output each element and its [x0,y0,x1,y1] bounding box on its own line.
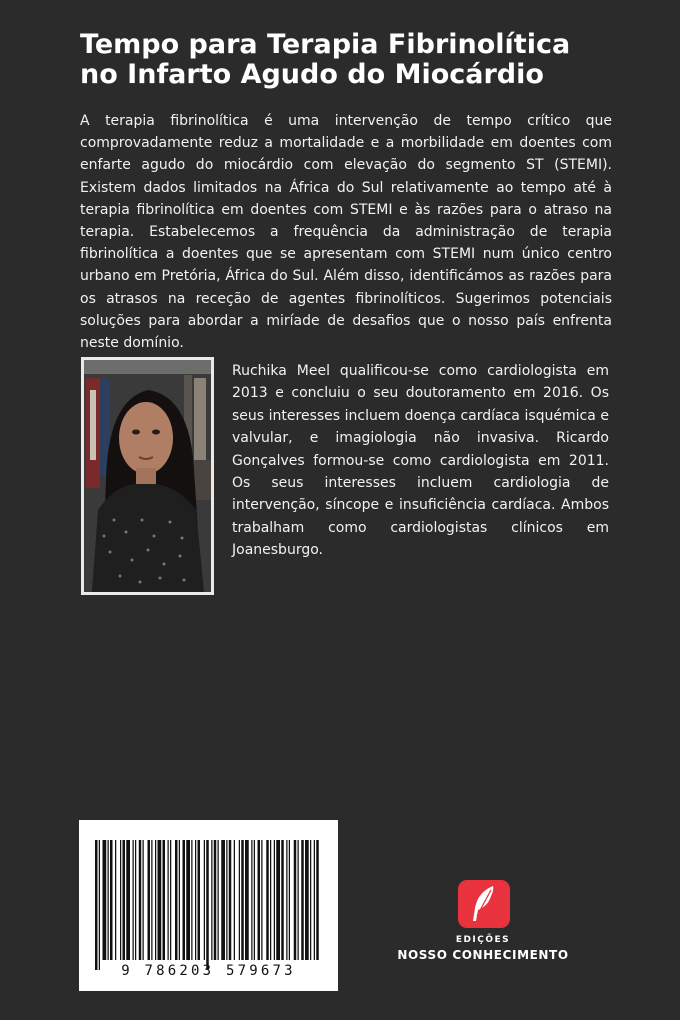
barcode-bar [239,840,240,960]
barcode-bar [298,840,299,960]
barcode-bar [168,840,169,960]
barcode-bar [133,840,134,960]
barcode-bar [206,840,209,970]
barcode-bar [214,840,217,960]
barcode-bar [251,840,252,960]
author-bio: Ruchika Meel qualificou-se como cardiologista em 2013 e concluiu o seu doutoramento em 2016. Os seus interesses incluem doença cardíaca isquémica e valvular, e imagiologia não invasiva. Ricardo Gonçalves formou-se como cardiologista em 2011. Os seus interesses incluem cardiologia de intervenção, síncope e insuficiência cardíaca. Ambos trabalham como cardiologistas clínicos em Joanesburgo. [232,363,609,559]
barcode-bar [254,840,255,960]
barcode-bar [179,840,180,960]
barcode-bar [274,840,275,960]
barcode-bar [163,840,166,960]
author-photo [81,357,214,595]
barcode-bar [314,840,315,960]
barcode-bar [234,840,235,960]
barcode-bar [305,840,309,960]
barcode-bar [301,840,304,960]
barcode-bar [276,840,280,960]
barcode-bar [226,840,227,960]
barcode-bar [270,840,271,960]
barcode-bar [221,840,225,960]
barcode-bar [294,840,297,960]
barcode-bar [241,840,244,960]
barcode-bar [316,840,319,960]
barcode-bar [183,840,186,960]
barcode-bar [261,840,262,960]
barcode-bar [198,840,201,960]
barcode-bar [170,840,171,960]
book-title-line-1: Tempo para Terapia Fibrinolítica [80,29,571,60]
isbn-number: 9 786203 579673 [121,963,296,979]
barcode-bar [123,840,126,960]
barcode-bar [139,840,142,960]
publisher-name: NOSSO CONHECIMENTO [397,948,569,962]
barcode-bar [258,840,261,960]
barcode-bar [195,840,196,960]
barcode-bar [191,840,192,960]
barcode-bar [229,840,232,960]
barcode-bar [120,840,121,960]
author-portrait-image [84,360,211,592]
barcode-bar [148,840,151,960]
barcode-bar [103,840,107,960]
barcode-bar [310,840,311,960]
barcode-bar [126,840,130,960]
barcode-bar [108,840,109,960]
publisher-label-top: EDIÇÕES [455,935,511,945]
publisher-logo [458,880,510,928]
barcode-bar [286,840,287,960]
barcode-bar [143,840,144,960]
barcode-bar [218,840,219,960]
barcode-bar [135,840,136,960]
book-abstract: A terapia fibrinolítica é uma intervenção de tempo crítico que comprovadamente reduz a mortalidade e a morbilidade em doentes com enfarte agudo do miocárdio com elevação do segmento ST (STEMI). Existem dados limitados na África do Sul relativamente ao tempo até à terapia fibrinolítica em doentes com STEMI e às razões para o atraso na terapia. Estabelecemos a frequência da administração de terapia fibrinolítica a doentes que se apresentam com STEMI num único centro urbano em Pretória, África do Sul. Além disso, identificámos as razões para os atrasos na receção de agentes fibrinolíticos. Sugerimos potenciais soluções para abordar a miríade de desafios que o nosso país enfrenta neste domínio. [80,113,612,352]
barcode-bar [158,840,162,960]
quill-feather-icon [458,880,510,928]
book-title-line-2: no Infarto Agudo do Miocárdio [80,59,544,90]
barcode [79,820,338,991]
barcode-bar [289,840,290,960]
barcode-bar [281,840,284,960]
barcode-bar [204,840,205,960]
barcode-bar [175,840,178,960]
barcode-bar [95,840,98,970]
barcode-bar [266,840,269,960]
barcode-bar [155,840,156,960]
barcode-bar [151,840,152,960]
barcode-bar [110,840,113,960]
barcode-bar [115,840,116,960]
barcode-bar [99,840,100,970]
barcode-bar [211,840,212,960]
book-title [80,30,620,90]
barcode-bar [245,840,249,960]
barcode-bar [186,840,190,960]
